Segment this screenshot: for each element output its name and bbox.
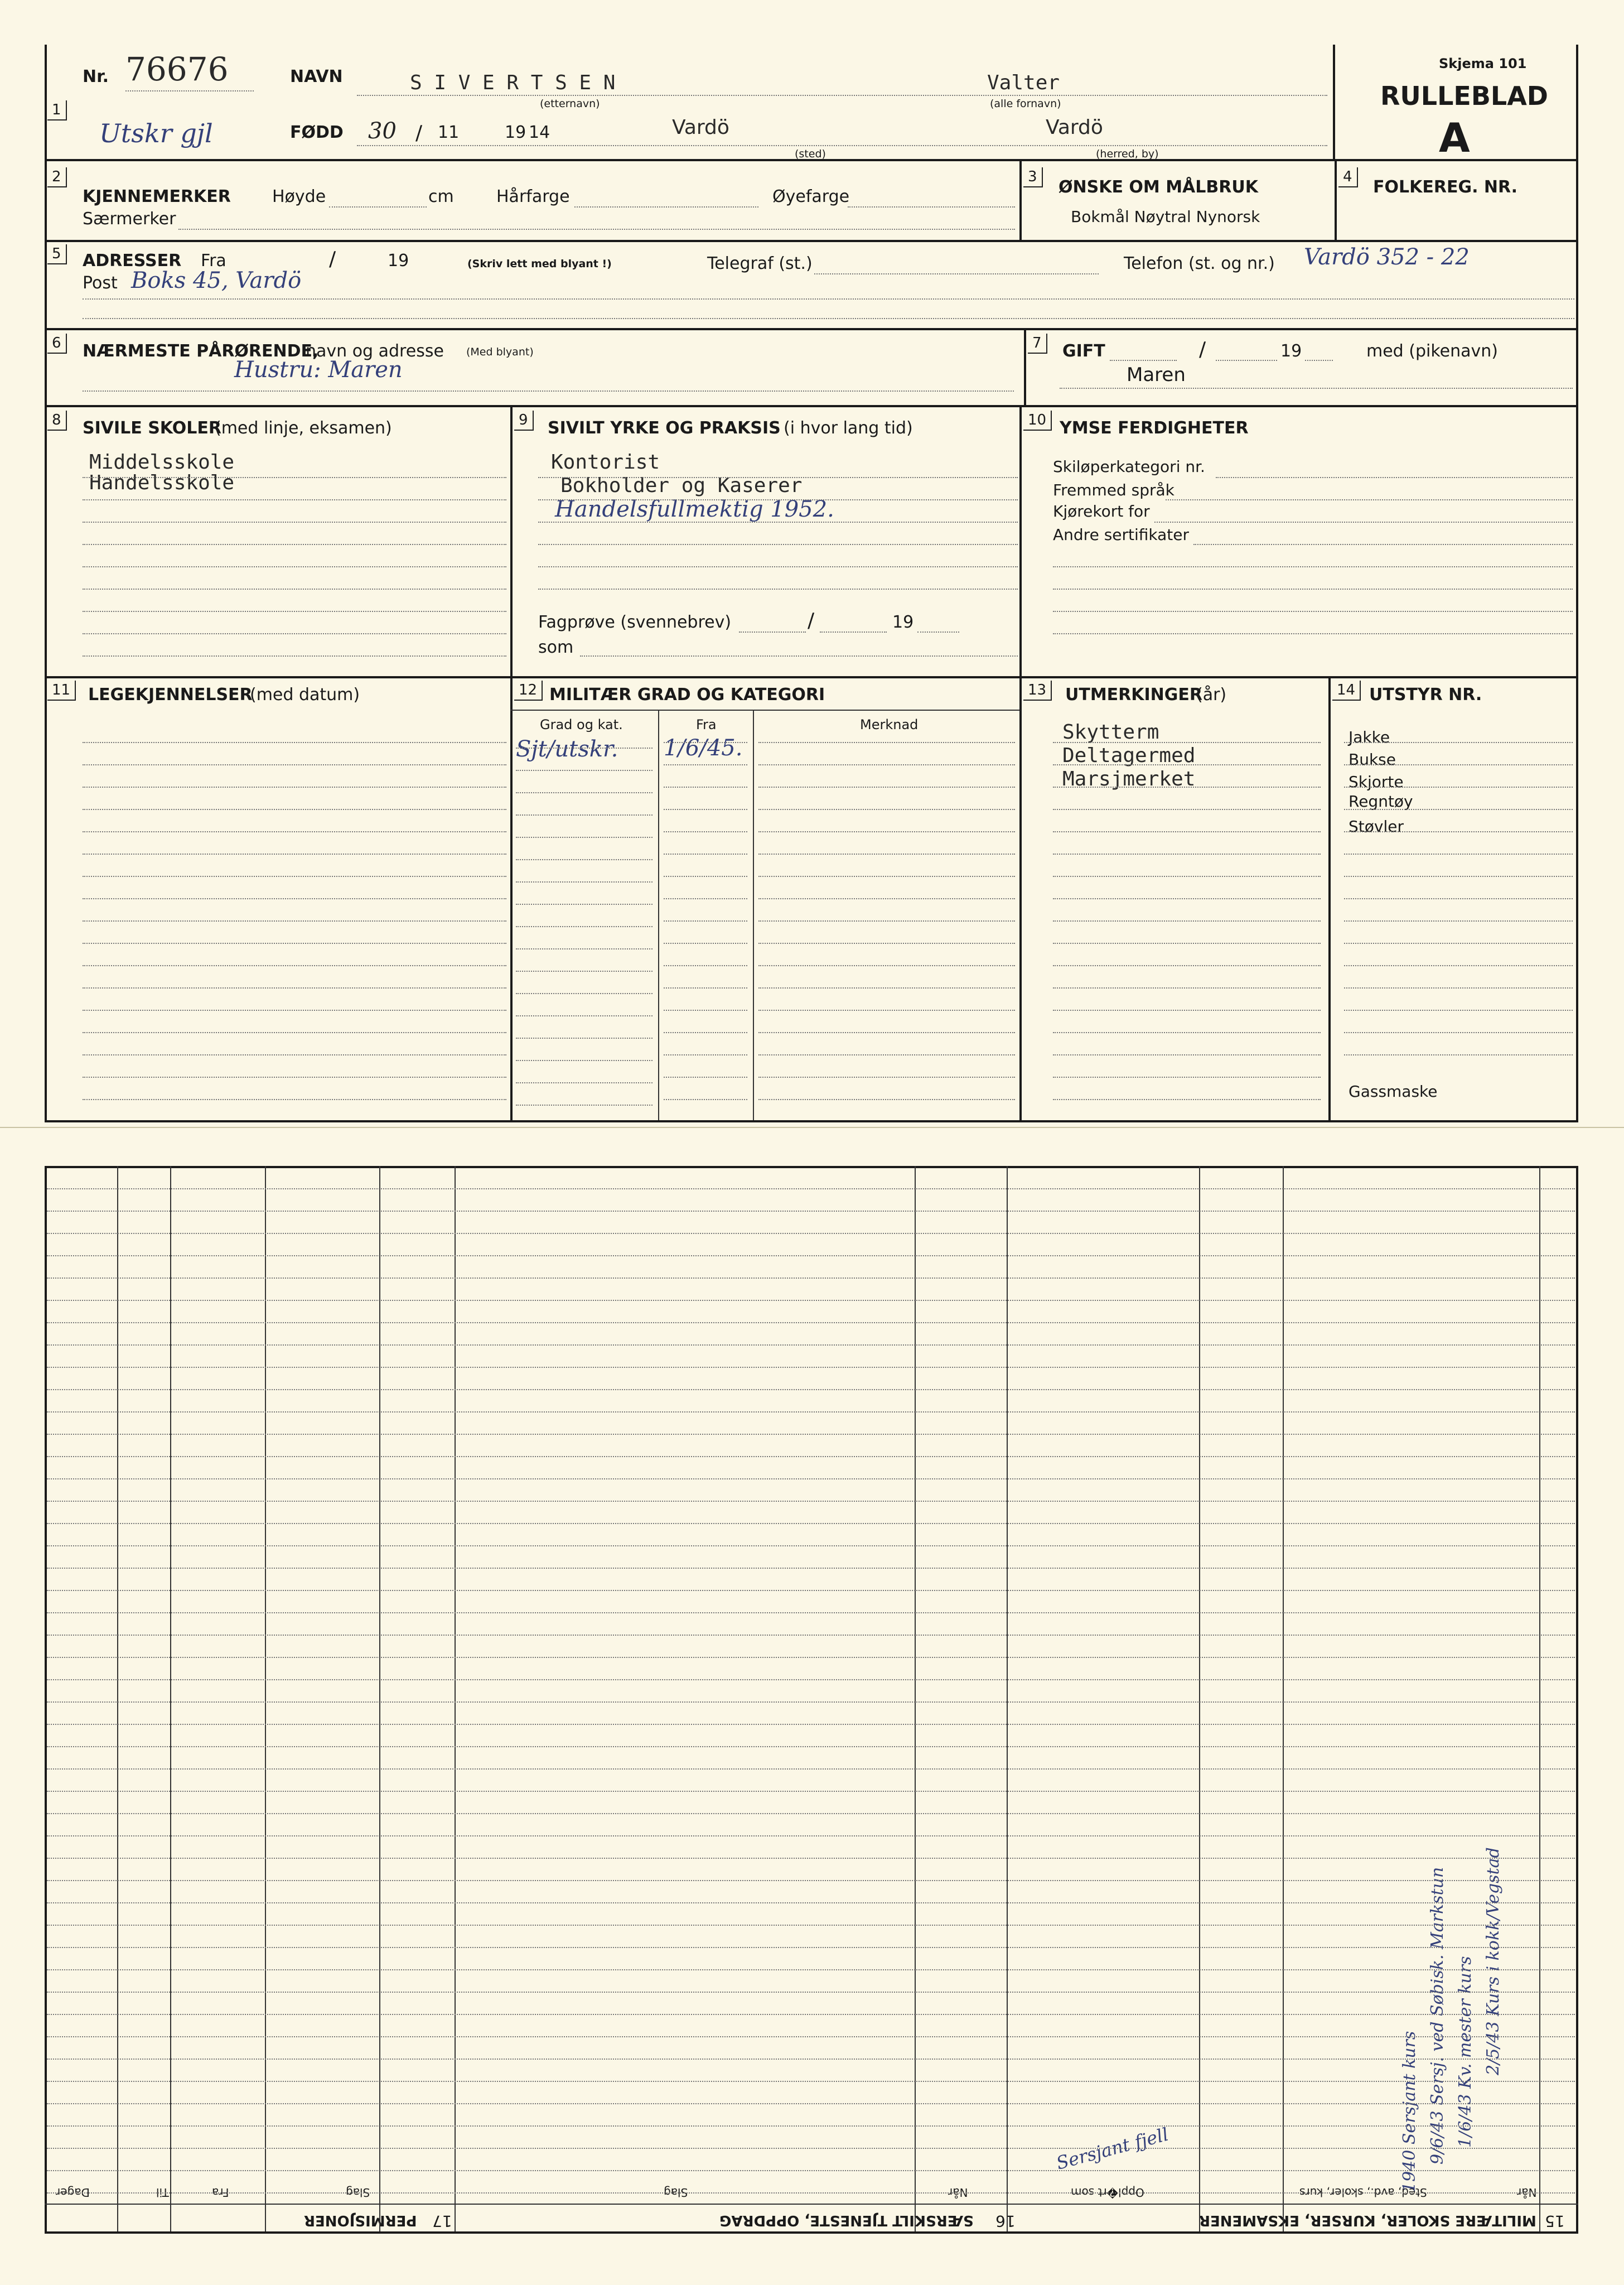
section-number-6: 6: [47, 334, 67, 354]
s15-col-oppl: Oppl�rt som: [1071, 2186, 1144, 2199]
ruled-line: [1053, 1010, 1321, 1011]
section-number-1: 1: [47, 100, 67, 120]
ruled-line: [758, 965, 1015, 966]
ruled-line: [47, 1813, 1575, 1814]
ruled-line: [1344, 898, 1573, 899]
utmerkinger-entry-1: Skytterm: [1062, 721, 1159, 744]
permisjoner-title: PERMISJONER: [304, 2212, 417, 2229]
alle-fornavn-label: (alle fornavn): [990, 98, 1061, 110]
ruled-line: [47, 2148, 1575, 2149]
ruled-line: [47, 1322, 1575, 1323]
ruled-line: [664, 854, 747, 855]
harfarge-label: Hårfarge: [496, 187, 570, 206]
ruled-line: [1053, 1032, 1321, 1033]
fagprove-label: Fagprøve (svennebrev): [538, 613, 732, 632]
ruled-line: [516, 1038, 652, 1039]
ruled-line: [516, 1060, 652, 1061]
utstyr-item-3: Skjorte: [1348, 773, 1404, 791]
sivile-skoler-subtitle: (med linje, eksamen): [215, 418, 392, 438]
ruled-line: [758, 742, 1015, 743]
birth-place: Vardö: [672, 116, 729, 139]
ruled-line: [47, 1411, 1575, 1413]
ruled-line: [1053, 854, 1321, 855]
hand-entry-3: 9/6/43 Sersj. ved Søbisk. Markstun: [1428, 1867, 1447, 2165]
ruled-line: [758, 1032, 1015, 1033]
hand-entry-5: Sersjant fjell: [1054, 2123, 1171, 2174]
kjennemerker-label: KJENNEMERKER: [83, 187, 231, 206]
ruled-line: [47, 1478, 1575, 1479]
ruled-line: [516, 1105, 652, 1106]
section-number-12: 12: [514, 681, 543, 701]
ruled-line: [83, 920, 506, 922]
utstyr-item-5: Støvler: [1348, 817, 1404, 836]
ruled-line: [1344, 809, 1573, 810]
ruled-line: [758, 1010, 1015, 1011]
birth-month: 11: [438, 123, 460, 142]
ruled-line: [516, 881, 652, 883]
fodd-label: FØDD: [290, 123, 344, 142]
hand-entry-2: 1/6/43 Kv. mester kurs: [1456, 1956, 1475, 2148]
ruled-line: [758, 876, 1015, 877]
ruled-line: [1344, 920, 1573, 922]
ruled-line: [664, 1099, 747, 1100]
ruled-line: [1344, 831, 1573, 832]
ruled-line: [47, 1456, 1575, 1457]
ruled-line: [83, 1032, 506, 1033]
saerskilt-tjeneste-title: SÆRSKILT TJENESTE, OPPDRAG: [719, 2212, 974, 2229]
s15-col-sted: Sted, avd., skoler, kurs: [1299, 2186, 1427, 2199]
militaer-grad-title: MILITÆR GRAD OG KATEGORI: [549, 685, 825, 705]
militaere-skoler-title: MILITÆRE SKOLER, KURSER, EKSAMENER: [1199, 2212, 1536, 2229]
utmerkinger-subtitle: (år): [1196, 685, 1227, 705]
ruled-line: [664, 787, 747, 788]
ruled-line: [758, 987, 1015, 989]
ruled-line: [170, 1166, 171, 2231]
ruled-line: [47, 1568, 1575, 1569]
birth-day: 30: [368, 118, 397, 144]
gift-year-prefix: 19: [1280, 341, 1302, 361]
s17-col-dager: Dager: [56, 2186, 90, 2199]
ruled-line: [758, 920, 1015, 922]
ruled-line: [47, 2125, 1575, 2127]
birth-herred: Vardö: [1046, 116, 1103, 139]
ruled-line: [47, 1300, 1575, 1301]
ruled-line: [758, 831, 1015, 832]
ruled-line: [1344, 965, 1573, 966]
ruled-line: [117, 1166, 118, 2231]
ruled-line: [516, 792, 652, 793]
col-merknad-header: Merknad: [860, 717, 919, 732]
ruled-line: [265, 1166, 266, 2231]
blyant-note: (Med blyant): [466, 346, 534, 358]
ruled-line: [47, 2170, 1575, 2171]
ruled-line: [664, 965, 747, 966]
ruled-line: [1053, 831, 1321, 832]
ruled-line: [1344, 742, 1573, 743]
ruled-line: [1344, 1032, 1573, 1033]
ruled-line: [516, 837, 652, 838]
ruled-line: [47, 1701, 1575, 1703]
ruled-line: [47, 1768, 1575, 1770]
ruled-line: [83, 876, 506, 877]
grad-value: Sjt/utskr.: [516, 736, 618, 762]
ruled-line: [379, 1166, 380, 2231]
ruled-line: [47, 2014, 1575, 2015]
legekjennelser-subtitle: (med datum): [250, 685, 360, 705]
section-number-14: 14: [1332, 681, 1361, 701]
ruled-line: [1053, 987, 1321, 989]
ruled-line: [516, 971, 652, 972]
ruled-line: [758, 854, 1015, 855]
ruled-line: [47, 1835, 1575, 1836]
ruled-line: [1053, 943, 1321, 944]
ruled-line: [516, 926, 652, 927]
gift-label: GIFT: [1062, 341, 1105, 361]
ruled-line: [47, 1612, 1575, 1613]
sivilt-yrke-subtitle: (i hvor lang tid): [784, 418, 913, 438]
ruled-line: [47, 1969, 1575, 1970]
birth-year: 14: [529, 123, 550, 142]
oyefarge-label: Øyefarge: [772, 187, 850, 206]
s15-col-nar: Når: [1517, 2186, 1537, 2199]
ymse-row-3: Kjørekort for: [1053, 502, 1150, 520]
sivile-skoler-title: SIVILE SKOLER: [83, 418, 221, 438]
ruled-line: [758, 1054, 1015, 1055]
malbruk-options: Bokmål Nøytral Nynorsk: [1071, 208, 1260, 226]
ruled-line: [47, 2059, 1575, 2060]
ruled-line: [664, 1054, 747, 1055]
ruled-line: [1344, 876, 1573, 877]
hoyde-label: Høyde: [272, 187, 326, 206]
ruled-line: [516, 1015, 652, 1016]
ruled-line: [47, 1791, 1575, 1792]
ruled-line: [47, 1902, 1575, 1903]
utmerkinger-entry-3: Marsjmerket: [1062, 768, 1196, 790]
gassmaske-label: Gassmaske: [1348, 1082, 1438, 1101]
col-grad-header: Grad og kat.: [540, 717, 623, 732]
section-number-17: 17: [432, 2212, 452, 2230]
cm-label: cm: [428, 187, 454, 206]
ruled-line: [1053, 1099, 1321, 1100]
ruled-line: [516, 993, 652, 994]
grad-fra-value: 1/6/45.: [664, 735, 743, 761]
ruled-line: [47, 1635, 1575, 1636]
sivilt-yrke-hand-entry: Handelsfullmektig 1952.: [555, 496, 834, 522]
section-number-8: 8: [47, 411, 67, 431]
hand-entry-4: 1940 Sersjant kurs: [1400, 2031, 1419, 2192]
ruled-line: [516, 748, 652, 749]
section-number-4: 4: [1338, 167, 1358, 187]
skjema-label: Skjema 101: [1439, 56, 1527, 71]
ruled-line: [516, 948, 652, 949]
sted-label: (sted): [795, 148, 826, 160]
adresser-fra-label: Fra: [201, 251, 226, 271]
ruled-line: [47, 2081, 1575, 2082]
ymse-row-4: Andre sertifikater: [1053, 526, 1190, 544]
ruled-line: [1053, 809, 1321, 810]
ruled-line: [1053, 1077, 1321, 1078]
ruled-line: [664, 809, 747, 810]
ruled-line: [83, 831, 506, 832]
ruled-line: [83, 987, 506, 989]
ruled-line: [47, 1880, 1575, 1881]
hand-entry-1: 2/5/43 Kurs i kokk/Vegstad: [1483, 1847, 1503, 2075]
ruled-line: [47, 1925, 1575, 1926]
utskr-stamp: Utskr gjl: [99, 118, 213, 148]
s17-col-til: Til: [156, 2186, 169, 2199]
form-title: RULLEBLAD: [1380, 81, 1548, 111]
ruled-line: [47, 1657, 1575, 1658]
ruled-line: [1053, 920, 1321, 922]
post-value: Boks 45, Vardö: [131, 268, 302, 293]
telegraf-label: Telegraf (st.): [707, 254, 813, 273]
ruled-line: [83, 898, 506, 899]
ruled-line: [1053, 764, 1321, 765]
legekjennelser-title: LEGEKJENNELSER: [88, 685, 253, 705]
ruled-line: [516, 859, 652, 860]
ruled-line: [47, 1211, 1575, 1212]
ruled-line: [83, 965, 506, 966]
utstyr-item-4: Regntøy: [1348, 792, 1413, 811]
col-fra-header: Fra: [696, 717, 717, 732]
utmerkinger-title: UTMERKINGER: [1065, 685, 1203, 705]
ruled-line: [516, 814, 652, 816]
ruled-line: [758, 898, 1015, 899]
ruled-line: [516, 770, 652, 771]
ymse-title: YMSE FERDIGHETER: [1060, 418, 1249, 438]
surname-value: S I V E R T S E N: [410, 71, 616, 94]
ruled-line: [1053, 787, 1321, 788]
ruled-line: [1053, 965, 1321, 966]
ruled-line: [1344, 1054, 1573, 1055]
gift-med-label: med (pikenavn): [1366, 341, 1498, 361]
herred-label: (herred, by): [1096, 148, 1159, 160]
ruled-line: [915, 1166, 916, 2231]
ruled-line: [1007, 1166, 1008, 2231]
malbruk-title: ØNSKE OM MÅLBRUK: [1058, 177, 1258, 197]
adresser-label: ADRESSER: [83, 251, 182, 271]
section-number-10: 10: [1023, 411, 1052, 431]
ruled-line: [83, 787, 506, 788]
ruled-line: [83, 1054, 506, 1055]
ruled-line: [47, 2036, 1575, 2037]
section-number-13: 13: [1023, 681, 1052, 701]
ruled-line: [47, 1545, 1575, 1546]
ruled-line: [47, 1679, 1575, 1680]
sivile-skoler-entry-2: Handelsskole: [89, 471, 235, 494]
ruled-line: [47, 1523, 1575, 1524]
navn-label: NAVN: [290, 67, 343, 86]
birth-year-prefix: 19: [505, 123, 526, 142]
parorende-value: Hustru: Maren: [234, 357, 403, 383]
ruled-line: [83, 809, 506, 810]
ruled-line: [664, 876, 747, 877]
telefon-value: Vardö 352 - 22: [1304, 244, 1470, 270]
ruled-line: [47, 2192, 1575, 2194]
s17-col-fra: Fra: [212, 2186, 229, 2199]
ruled-line: [1539, 1166, 1540, 2231]
telefon-label: Telefon (st. og nr.): [1124, 254, 1275, 273]
ruled-line: [1344, 1010, 1573, 1011]
ruled-line: [758, 787, 1015, 788]
ruled-line: [47, 1992, 1575, 1993]
ruled-line: [47, 1590, 1575, 1591]
ruled-line: [83, 1099, 506, 1100]
section-number-9: 9: [514, 411, 534, 431]
utstyr-title: UTSTYR NR.: [1369, 685, 1482, 705]
ruled-line: [47, 1501, 1575, 1502]
sivilt-yrke-entry-1: Kontorist: [551, 451, 660, 474]
ruled-line: [47, 1389, 1575, 1390]
ruled-line: [83, 854, 506, 855]
ymse-row-2: Fremmed språk: [1053, 481, 1174, 499]
ruled-line: [47, 1367, 1575, 1368]
ruled-line: [1283, 1166, 1284, 2231]
s16-col-slag: Slag: [664, 2186, 688, 2199]
ruled-line: [47, 1233, 1575, 1234]
ruled-line: [455, 1166, 456, 2231]
ruled-line: [664, 742, 747, 743]
utstyr-item-2: Bukse: [1348, 750, 1396, 769]
ruled-line: [758, 943, 1015, 944]
utmerkinger-entry-2: Deltagermed: [1062, 744, 1196, 767]
ruled-line: [1053, 876, 1321, 877]
ruled-line: [83, 742, 506, 743]
ruled-line: [47, 1724, 1575, 1725]
section-number-15: 15: [1545, 2212, 1565, 2230]
ruled-line: [664, 1032, 747, 1033]
section-number-11: 11: [47, 681, 76, 701]
saermerker-label: Særmerker: [83, 209, 176, 229]
ruled-line: [516, 904, 652, 905]
ruled-line: [758, 764, 1015, 765]
section-number-16: 16: [995, 2212, 1016, 2230]
ruled-line: [1344, 787, 1573, 788]
ruled-line: [47, 2103, 1575, 2104]
ruled-line: [47, 1255, 1575, 1256]
section-number-2: 2: [47, 167, 67, 187]
ruled-line: [758, 1099, 1015, 1100]
ruled-line: [664, 1010, 747, 1011]
ruled-line: [47, 1746, 1575, 1747]
etternavn-label: (etternavn): [540, 98, 600, 110]
sivilt-yrke-title: SIVILT YRKE OG PRAKSIS: [548, 418, 781, 438]
record-number: 76676: [125, 50, 229, 88]
fagprove-year-prefix: 19: [892, 613, 914, 632]
ruled-line: [1344, 764, 1573, 765]
post-label: Post: [83, 273, 118, 293]
ruled-line: [47, 1434, 1575, 1435]
ruled-line: [1053, 898, 1321, 899]
sivile-skoler-entry-1: Middelsskole: [89, 451, 235, 474]
ruled-line: [1199, 1166, 1200, 2231]
form-letter: A: [1439, 114, 1470, 161]
section-number-3: 3: [1023, 167, 1043, 187]
s17-col-slag: Slag: [346, 2186, 370, 2199]
ruled-line: [664, 764, 747, 765]
adresser-year-prefix: 19: [388, 251, 409, 271]
ruled-line: [1053, 742, 1321, 743]
ruled-line: [664, 898, 747, 899]
ruled-line: [758, 809, 1015, 810]
s16-col-nar: Når: [948, 2186, 968, 2199]
skriv-note: (Skriv lett med blyant !): [467, 258, 612, 270]
ruled-line: [1053, 1054, 1321, 1055]
fagprove-som-label: som: [538, 638, 574, 657]
ruled-line: [664, 943, 747, 944]
ruled-line: [47, 1947, 1575, 1948]
ruled-line: [1344, 943, 1573, 944]
ruled-line: [47, 1344, 1575, 1346]
ruled-line: [664, 831, 747, 832]
parorende-title: NÆRMESTE PÅRØRENDE,: [83, 341, 319, 361]
ruled-line: [1344, 854, 1573, 855]
folkereg-title: FOLKEREG. NR.: [1373, 177, 1518, 197]
ruled-line: [664, 987, 747, 989]
nr-label: Nr.: [83, 67, 109, 86]
ruled-line: [664, 1077, 747, 1078]
section-number-7: 7: [1028, 334, 1047, 354]
section-number-5: 5: [47, 244, 67, 264]
ruled-line: [516, 1082, 652, 1083]
ymse-row-1: Skiløperkategori nr.: [1053, 457, 1205, 476]
utstyr-item-1: Jakke: [1348, 728, 1390, 746]
gift-value: Maren: [1127, 364, 1186, 386]
ruled-line: [47, 1278, 1575, 1279]
parorende-subtitle: navn og adresse: [306, 341, 444, 361]
ruled-line: [83, 943, 506, 944]
firstname-value: Valter: [987, 71, 1060, 94]
ruled-line: [83, 1077, 506, 1078]
ruled-line: [664, 920, 747, 922]
ruled-line: [1344, 987, 1573, 989]
ruled-line: [83, 1010, 506, 1011]
sivilt-yrke-entry-2: Bokholder og Kaserer: [560, 474, 803, 497]
ruled-line: [83, 764, 506, 765]
ruled-line: [758, 1077, 1015, 1078]
ruled-line: [47, 1188, 1575, 1189]
ruled-line: [47, 1858, 1575, 1859]
